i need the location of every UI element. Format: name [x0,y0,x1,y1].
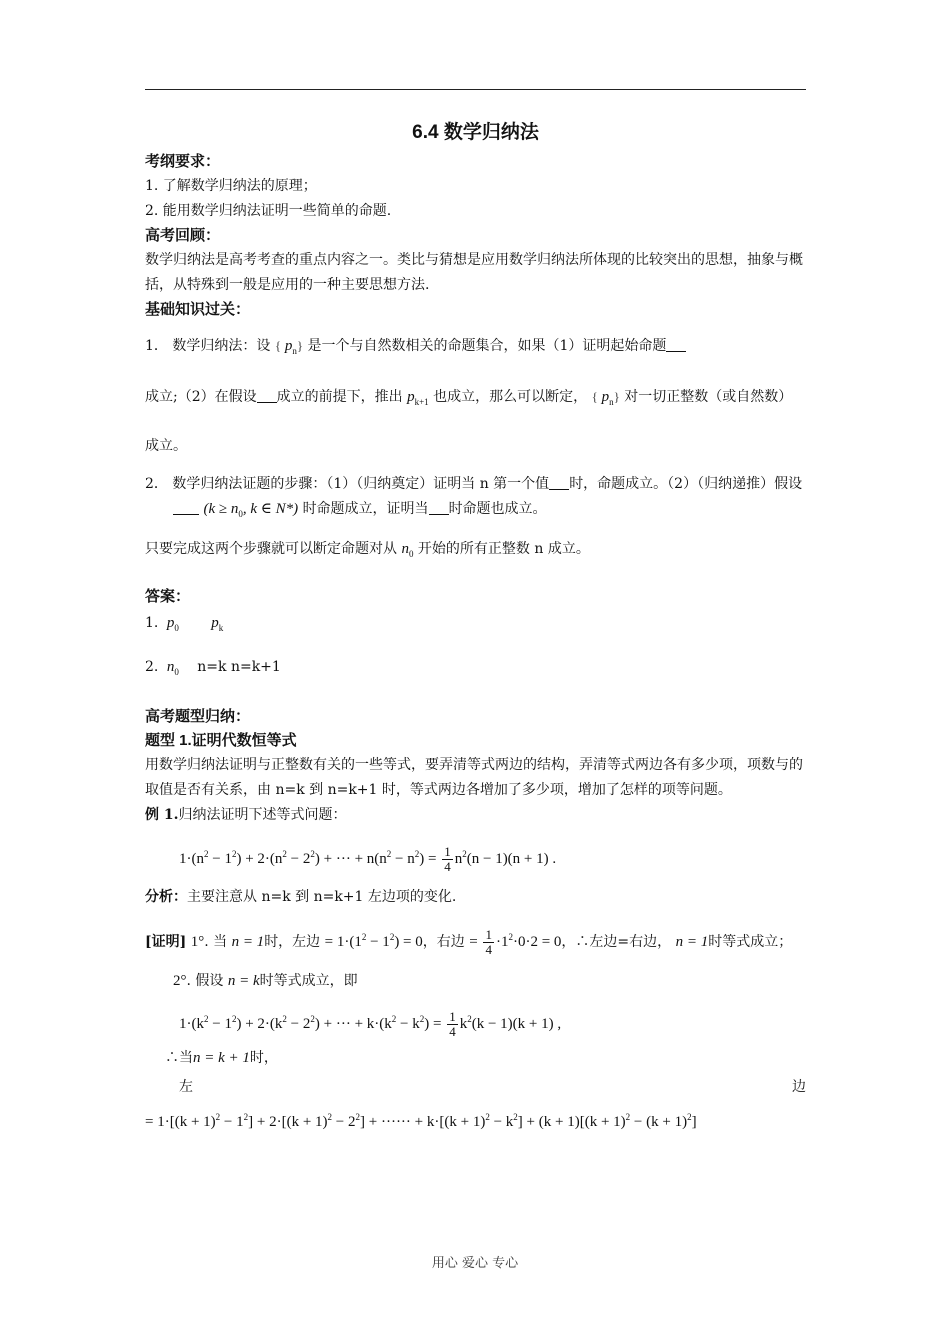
type1-text: 用数学归纳法证明与正整数有关的一些等式，要弄清等式两边的结构，弄清等式两边各有多少项，项数与的取值是否有关系，由 n=k 到 n=k+1 时，等式两边各增加了多少项，增加了怎样的项等问题。 [145,757,803,798]
math-n0: $n_0$ [401,541,414,559]
syllabus-item-2: 2. 能用数学归纳法证明一些简单的命题. [145,203,392,219]
math-pn-set-2: { $p_n$} [591,389,620,407]
type1-heading: 题型 1.证明代数恒等式 [145,732,297,749]
proof-step-3: ∴当n = k + 1时， [165,1050,278,1066]
proof-left-side-formula: = $1\cdot[(k + 1)^2 - 1^2] + 2\cdot[(k + 1)^2 - 2^2]$ + ······ + $k\cdot[(k + 1)^2 - k^2] + (k + 1)[(k + 1)^2 - (k + 1)^2]$ [145,1112,697,1130]
page-title: 6.4 数学归纳法 [412,122,539,143]
basics-item-2: 2． 数学归纳法证题的步骤：（1）（归纳奠定）证明当 n 第一个值 时，命题成立。（2）（归纳递推）假设 ($k \ge n_0$, k ∈ N*) 时命题成立，证明当 时命题也成立。 [145,476,803,519]
proof-step-1: [证明] 1°. 当 n = 1时，左边 = $1\cdot(1^2 - 1^2) = 0$，右边 = $\frac{1}{4}$ $\cdot 1^2\cdot 0\cdot 2 = 0$，∴左边=右边， n = 1时等式成立； [145,927,793,958]
proof-formula-k: $1\cdot(k^2 - 1^2) + 2\cdot(k^2 - 2^2)$ + ··· + $k\cdot(k^2 - k^2)$ = $\frac{1}{4}$ $k^2(k - 1)(k + 1)$ , [179,1009,562,1040]
page-footer: 用心 爱心 专心 [431,1256,519,1271]
answer-1: 1. $p_0$ $p_k$ [145,615,224,633]
proof-left-side-label: 左 边 [179,1079,806,1095]
basics-item-1: 1． 数学归纳法：设 { $p_n$} 是一个与自然数相关的命题集合，如果（1）证明起始命题 [145,322,806,375]
analysis: 分析：主要注意从 n=k 到 n=k+1 左边项的变化. [145,889,457,905]
math-k-condition: ($k \ge n_0$, k ∈ N*) [203,501,299,519]
example-formula: $1\cdot(n^2 - 1^2) + 2\cdot(n^2 - 2^2)$ + ··· + $n(n^2 - n^2)$ = $\frac{1}{4}$ $n^2(n - 1)(n + 1)$ . [179,844,557,875]
header-rule [145,89,806,90]
answer-2: 2. $n_0$ n=k n=k+1 [145,659,281,677]
basics-item-1-cont: 成立;（2）在假设 成立的前提下，推出 $p_{k+1}$ 也成立，那么可以断定， { $p_n$} 对一切正整数（或自然数）成立。 [145,389,793,454]
syllabus-item-1: 1. 了解数学归纳法的原理； [145,178,317,194]
answers-heading: 答案： [145,588,191,605]
review-heading: 高考回顾： [145,227,221,244]
math-pk1: $p_{k+1}$ [407,389,429,407]
proof-step-2: 2°. 假设 n = k时等式成立，即 [173,973,358,989]
math-pn-set: { $p_n$} [274,338,304,356]
review-text: 数学归纳法是高考考查的重点内容之一。类比与猜想是应用数学归纳法所体现的比较突出的思想，抽象与概括，从特殊到一般是应用的一种主要思想方法. [145,252,803,293]
syllabus-heading: 考纲要求： [145,153,221,170]
basics-heading: 基础知识过关： [145,301,251,318]
basics-item-2-tail: 只要完成这两个步骤就可以断定命题对从 $n_0$ 开始的所有正整数 n 成立。 [145,541,590,559]
document-body [145,118,806,1136]
example-1: 例 1.归纳法证明下述等式问题： [145,807,347,823]
types-heading: 高考题型归纳： [145,708,251,725]
